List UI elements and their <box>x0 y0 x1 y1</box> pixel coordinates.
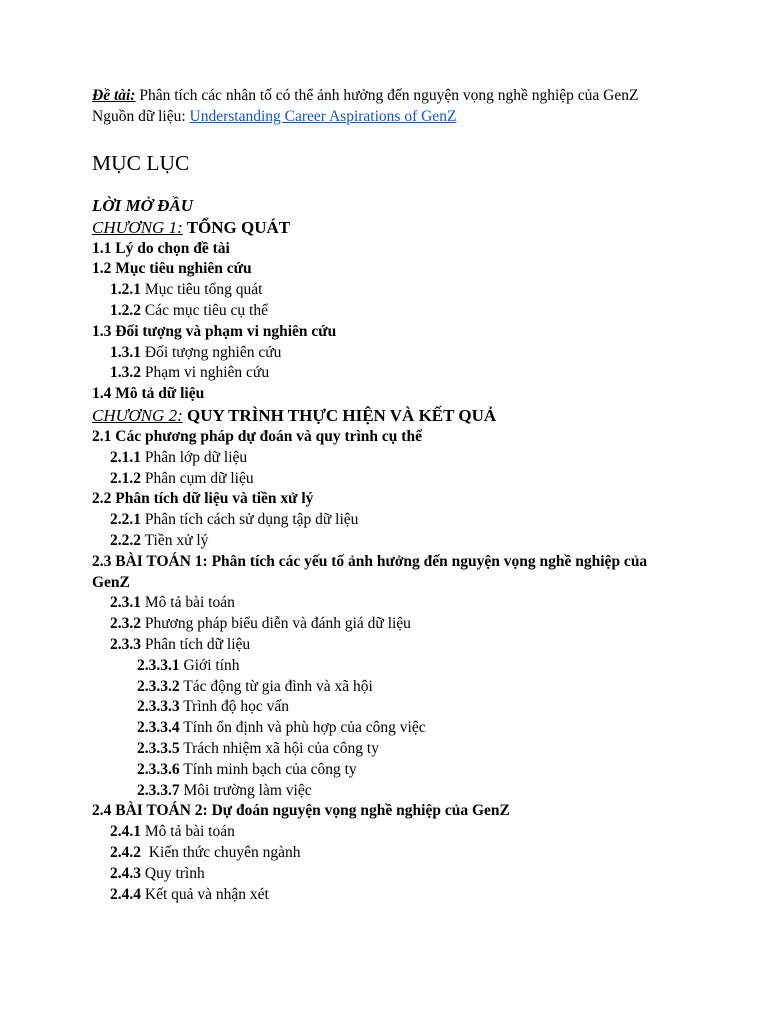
toc-num: 1.2.1 <box>110 281 141 299</box>
toc-item-2-3-2 <box>92 614 678 635</box>
toc-num: 2.4.2 <box>110 843 141 861</box>
toc-text: Phân tích dữ liệu <box>141 635 251 653</box>
toc-text: Tiền xử lý <box>141 531 209 549</box>
toc-item-2-4-4 <box>92 885 678 906</box>
toc-item-2-4-1 <box>92 822 678 843</box>
toc-text: Mô tả bài toán <box>141 594 235 612</box>
toc-item-2-1-1 <box>92 448 678 469</box>
toc-text: Tính minh bạch của công ty <box>179 760 357 778</box>
toc-chapter-2 <box>92 405 678 427</box>
toc-text: Phân tích cách sử dụng tập dữ liệu <box>141 511 359 529</box>
topic-line <box>92 86 678 107</box>
toc-text: Trách nhiệm xã hội của công ty <box>179 739 379 757</box>
toc-item-2-4: 2.4 BÀI TOÁN 2: Dự đoán nguyện vọng nghề nghiệp của GenZ <box>92 802 510 820</box>
toc-num: 1.3.2 <box>110 364 141 382</box>
toc-item-2-3-3-2 <box>92 677 678 698</box>
toc-preface: LỜI MỞ ĐẦU <box>92 195 194 215</box>
toc-num: 2.3.3 <box>110 635 141 653</box>
toc-text: Mục tiêu tổng quát <box>141 281 263 299</box>
toc-text: Kết quả và nhận xét <box>141 885 269 903</box>
toc-text: Mô tả bài toán <box>141 823 235 841</box>
toc-item-1-2-2 <box>92 301 678 322</box>
toc-text: Giới tính <box>179 656 240 674</box>
toc-text: Tính ổn định và phù hợp của công việc <box>179 719 426 737</box>
toc-item-1-1: 1.1 Lý do chọn đề tài <box>92 239 230 257</box>
toc-item-2-2-1 <box>92 510 678 531</box>
document-body <box>92 86 678 905</box>
toc-item-2-3-1 <box>92 593 678 614</box>
toc-item-2-2: 2.2 Phân tích dữ liệu và tiền xử lý <box>92 490 314 508</box>
toc-item-1-3-1 <box>92 343 678 364</box>
toc-item-2-1: 2.1 Các phương pháp dự đoán và quy trình cụ thể <box>92 427 422 445</box>
toc-num: 1.2.2 <box>110 301 141 319</box>
toc-text: Tác động từ gia đình và xã hội <box>179 677 373 695</box>
toc-item-1-3-2 <box>92 363 678 384</box>
toc-item-2-3: 2.3 BÀI TOÁN 1: Phân tích các yếu tố ảnh hưởng đến nguyện vọng nghề nghiệp của GenZ <box>92 552 648 591</box>
toc-chapter-1 <box>92 217 678 239</box>
topic-label: Đề tài: <box>92 87 136 104</box>
toc-item-2-4-2 <box>92 843 678 864</box>
chapter-2-label: CHƯƠNG 2: <box>92 405 183 425</box>
toc-num: 2.2.2 <box>110 531 141 549</box>
toc-num: 2.4.4 <box>110 885 141 903</box>
toc-num: 2.2.1 <box>110 511 141 529</box>
toc-num: 2.4.1 <box>110 823 141 841</box>
toc-num: 1.3.1 <box>110 343 141 361</box>
topic-text: Phân tích các nhân tố có thể ảnh hưởng đến nguyện vọng nghề nghiệp của GenZ <box>135 87 639 104</box>
toc-item-2-3-3-5 <box>92 739 678 760</box>
toc-title: MỤC LỤC <box>92 150 190 175</box>
toc-num: 2.3.3.4 <box>137 719 180 737</box>
toc-text: Môi trường làm việc <box>179 781 312 799</box>
toc-num: 2.3.3.6 <box>137 760 180 778</box>
toc-num: 2.3.3.1 <box>137 656 180 674</box>
toc-num: 2.3.3.3 <box>137 698 180 716</box>
toc-item-2-3-3-7 <box>92 781 678 802</box>
toc-num: 2.3.3.5 <box>137 739 180 757</box>
source-label: Nguồn dữ liệu: <box>92 107 190 125</box>
toc-num: 2.3.3.2 <box>137 677 180 695</box>
chapter-1-label: CHƯƠNG 1: <box>92 217 183 237</box>
toc-item-2-2-2 <box>92 531 678 552</box>
toc-text: Các mục tiêu cụ thể <box>141 301 268 319</box>
toc-item-2-3-3-1 <box>92 656 678 677</box>
source-link[interactable]: Understanding Career Aspirations of GenZ <box>189 107 457 125</box>
toc-text: Quy trình <box>141 864 205 882</box>
toc-item-2-1-2 <box>92 469 678 490</box>
toc-item-1-2-1 <box>92 280 678 301</box>
toc-text: Phân lớp dữ liệu <box>141 448 248 466</box>
toc-text: Trình độ học vấn <box>179 698 289 716</box>
toc-item-2-4-3 <box>92 864 678 885</box>
toc-item-2-3-3-6 <box>92 760 678 781</box>
toc-text: Kiến thức chuyên ngành <box>141 843 301 861</box>
chapter-1-title: TỔNG QUÁT <box>182 217 291 237</box>
toc-num: 2.4.3 <box>110 864 141 882</box>
chapter-2-title: QUY TRÌNH THỰC HIỆN VÀ KẾT QUẢ <box>182 405 497 425</box>
toc-item-1-3: 1.3 Đối tượng và phạm vi nghiên cứu <box>92 322 337 340</box>
toc-text: Phạm vi nghiên cứu <box>141 364 270 382</box>
toc-num: 2.3.2 <box>110 615 141 633</box>
toc-text: Đối tượng nghiên cứu <box>141 343 282 361</box>
toc-num: 2.3.1 <box>110 594 141 612</box>
toc-num: 2.1.2 <box>110 469 141 487</box>
toc-item-1-2: 1.2 Mục tiêu nghiên cứu <box>92 260 252 278</box>
toc-item-1-4: 1.4 Mô tả dữ liệu <box>92 385 205 403</box>
toc-text: Phương pháp biểu diễn và đánh giá dữ liệu <box>141 615 411 633</box>
toc-num: 2.1.1 <box>110 448 141 466</box>
toc-item-2-3-3 <box>92 635 678 656</box>
source-line <box>92 107 678 128</box>
toc-item-2-3-3-4 <box>92 718 678 739</box>
toc-text: Phân cụm dữ liệu <box>141 469 254 487</box>
toc-num: 2.3.3.7 <box>137 781 180 799</box>
toc-item-2-3-3-3 <box>92 697 678 718</box>
